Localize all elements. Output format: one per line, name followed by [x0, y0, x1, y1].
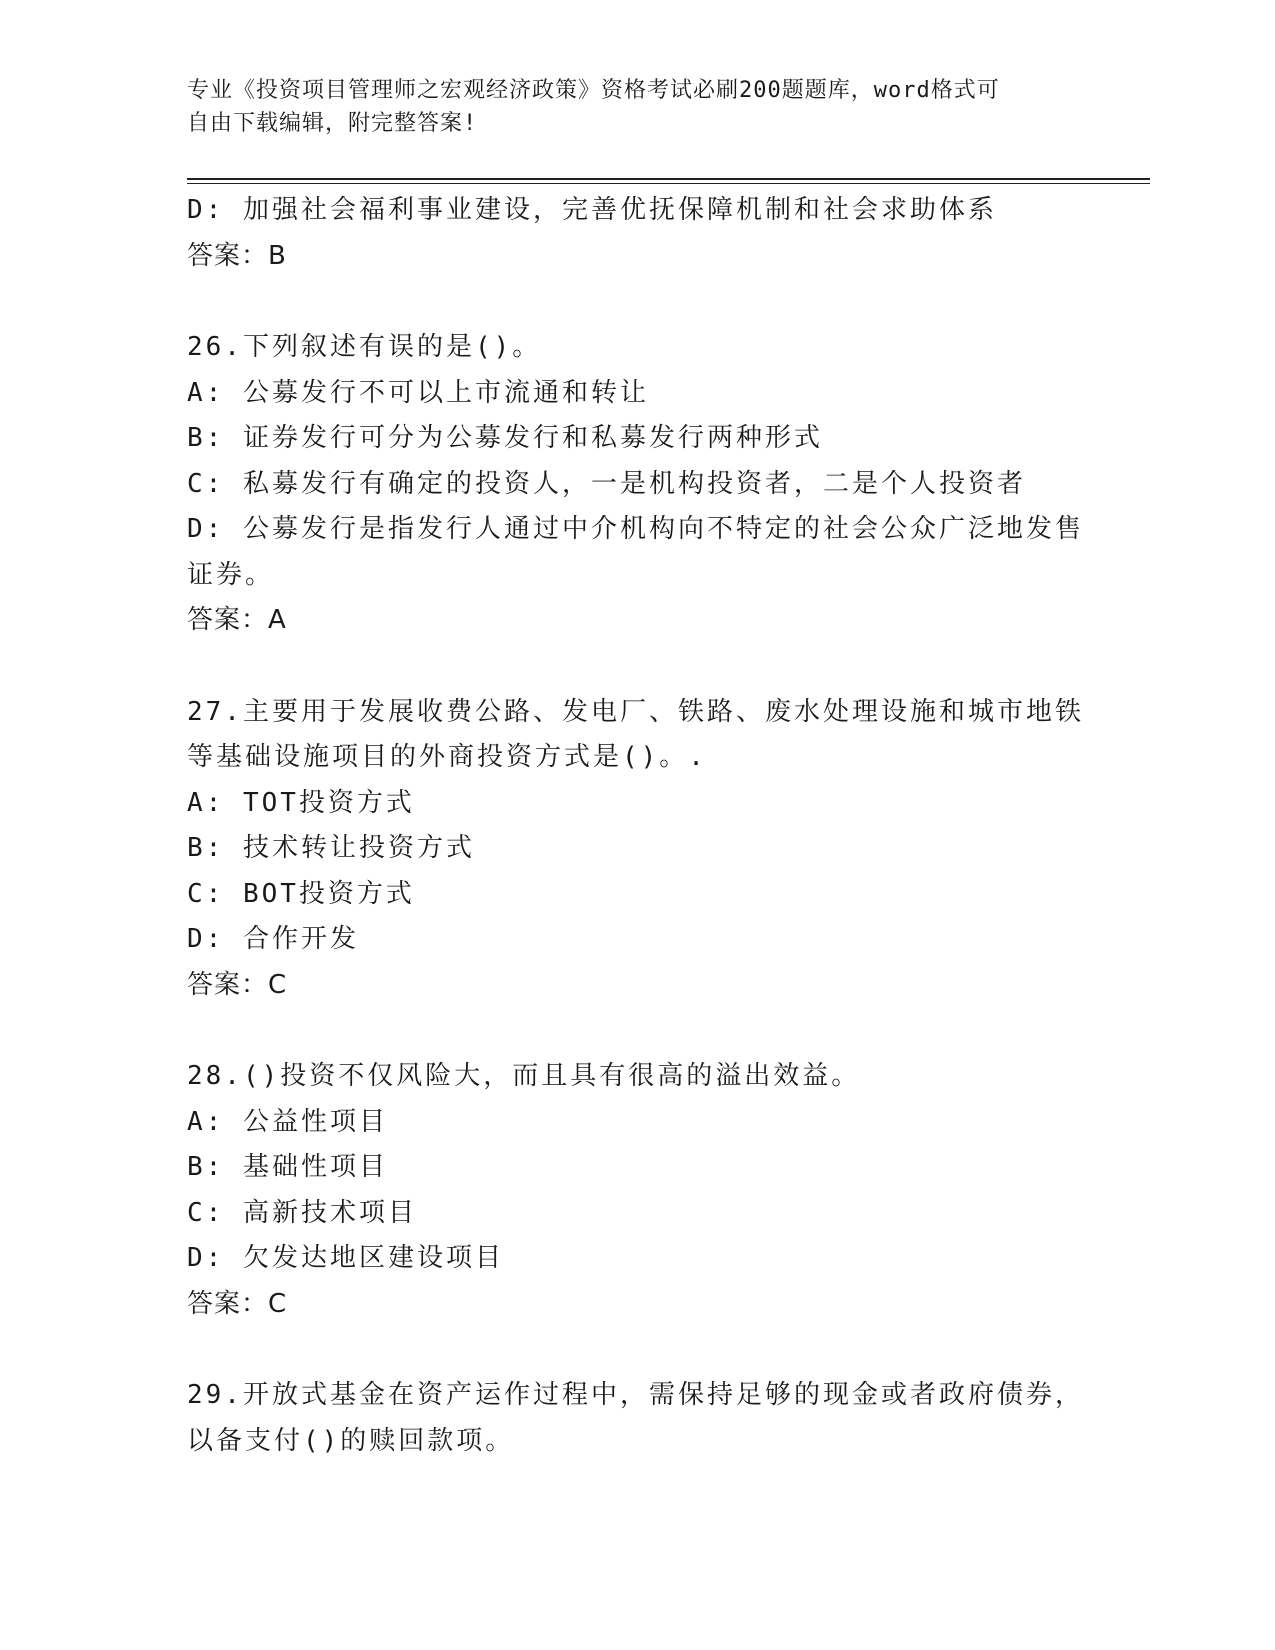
option-d: D: 公募发行是指发行人通过中介机构向不特定的社会公众广泛地发售 [187, 514, 1084, 544]
spacer [187, 279, 1087, 325]
document-header [187, 74, 1087, 140]
option-c: C: 私募发行有确定的投资人，一是机构投资者，二是个人投资者 [187, 468, 1026, 499]
question-stem: 26.下列叙述有误的是()。 [187, 332, 542, 362]
option-a: A: 公益性项目 [187, 1106, 388, 1137]
question-stem: 27.主要用于发展收费公路、发电厂、铁路、废水处理设施和城市地铁 [187, 696, 1084, 727]
option-a: A: TOT投资方式 [187, 787, 415, 818]
header-title-line-1: 专业《投资项目管理师之宏观经济政策》资格考试必刷200题题库，word格式可 [187, 78, 1000, 103]
option-a: A: 公募发行不可以上市流通和转让 [187, 377, 649, 408]
option-c: C: BOT投资方式 [187, 878, 415, 909]
question-29 [187, 1373, 1087, 1464]
option-b: B: 基础性项目 [187, 1152, 388, 1182]
question-26 [187, 325, 1087, 644]
header-divider-thin [187, 183, 1150, 184]
header-title-line-2: 自由下载编辑，附完整答案! [187, 111, 478, 136]
question-27 [187, 690, 1087, 1009]
document-body [187, 188, 1087, 1464]
question-stem: 28.()投资不仅风险大，而且具有很高的溢出效益。 [187, 1061, 861, 1091]
option-d: D: 加强社会福利事业建设，完善优抚保障机制和社会求助体系 [187, 195, 997, 225]
header-divider-thick [187, 178, 1150, 180]
spacer [187, 1008, 1087, 1054]
option-b: B: 证券发行可分为公募发行和私募发行两种形式 [187, 423, 823, 453]
question-28 [187, 1054, 1087, 1327]
answer-line: 答案：C [187, 1288, 288, 1319]
answer-line: 答案：A [187, 605, 287, 635]
option-b: B: 技术转让投资方式 [187, 833, 475, 863]
option-d-continuation: 证券。 [187, 559, 275, 590]
question-stem-continuation: 以备支付()的赎回款项。 [187, 1425, 515, 1456]
question-stem-continuation: 等基础设施项目的外商投资方式是()。. [187, 742, 707, 772]
answer-line: 答案：C [187, 969, 288, 1000]
spacer [187, 644, 1087, 690]
answer-line: 答案：B [187, 240, 287, 271]
option-d: D: 合作开发 [187, 924, 359, 954]
question-stem: 29.开放式基金在资产运作过程中，需保持足够的现金或者政府债券， [187, 1380, 1084, 1410]
option-c: C: 高新技术项目 [187, 1197, 417, 1228]
option-d: D: 欠发达地区建设项目 [187, 1243, 504, 1273]
spacer [187, 1327, 1087, 1373]
previous-question-tail [187, 188, 1087, 279]
